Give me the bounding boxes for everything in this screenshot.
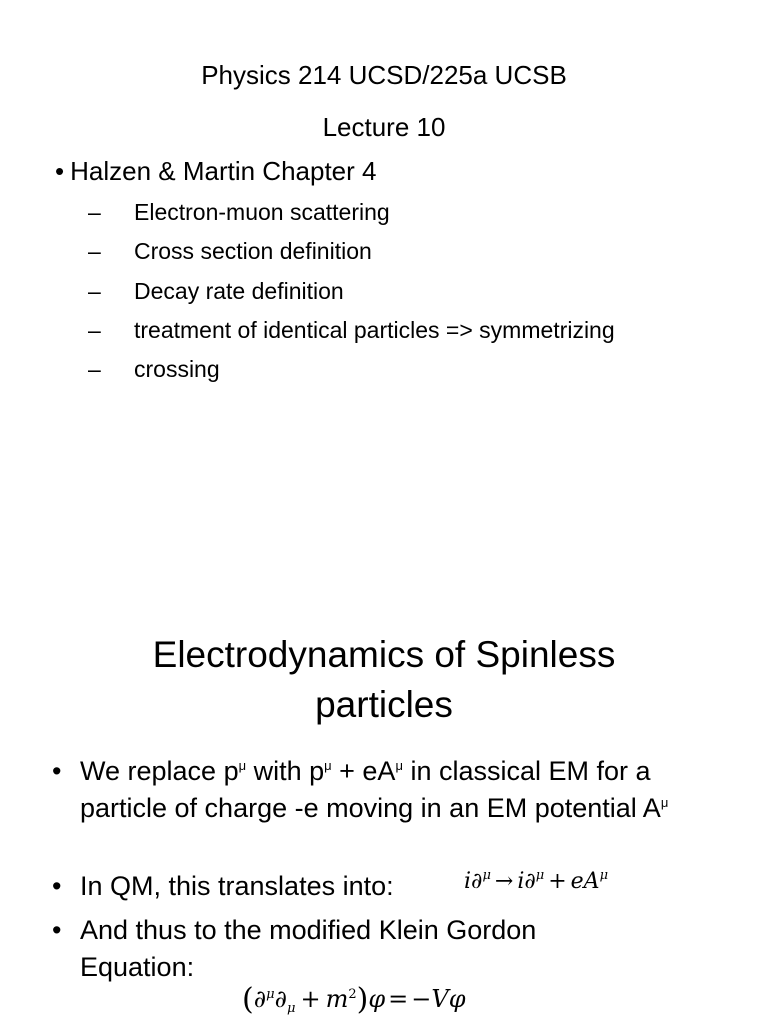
eq-superscript: 2 (348, 987, 357, 1002)
eq-superscript: μ (599, 868, 609, 883)
text-run: + eA (331, 756, 396, 786)
slide1-subitem (88, 316, 615, 344)
eq-symbol: φ (368, 985, 386, 1013)
eq-symbol: φ (448, 985, 466, 1013)
bullet-marker: • (52, 915, 62, 945)
eq-symbol: ∂ (253, 985, 267, 1013)
equation-klein-gordon (242, 982, 466, 1017)
dash-marker: – (88, 317, 101, 343)
text-run: We replace p (80, 756, 239, 786)
eq-operator: = (388, 985, 409, 1013)
superscript: μ (238, 758, 247, 773)
eq-symbol: i (464, 869, 472, 894)
dash-marker: – (88, 278, 101, 304)
slide1-subitem (88, 277, 344, 305)
slide2-title (0, 630, 768, 730)
bullet-marker: • (52, 756, 62, 786)
eq-arrow: → (494, 869, 514, 894)
superscript: μ (395, 758, 403, 773)
text-run: with p (246, 756, 325, 786)
bullet-marker: • (52, 871, 62, 901)
eq-superscript: μ (482, 868, 491, 883)
slide1-title-line1: Physics 214 UCSD/225a UCSB (201, 60, 567, 90)
eq-symbol: ∂ (274, 985, 288, 1013)
slide2-title-line2: particles (315, 684, 453, 725)
slide2-bullet-3 (52, 912, 742, 986)
slide2-bullet-3-text: And thus to the modified Klein Gordon Equation: (80, 915, 537, 982)
bullet-marker: • (55, 156, 65, 186)
dash-marker: – (88, 238, 101, 264)
slide1-subitem-text: treatment of identical particles => symmetrizing (134, 317, 615, 343)
slide-2 (0, 512, 768, 1024)
eq-subscript: μ (287, 1001, 296, 1016)
equation-substitution (464, 869, 608, 894)
slide1-subitem (88, 198, 390, 226)
slide1-subitem (88, 237, 372, 265)
eq-paren: ( (242, 982, 254, 1017)
eq-symbol: ∂ (471, 869, 483, 894)
slide2-title-line1: Electrodynamics of Spinless (152, 634, 616, 675)
slide1-subitem-text: Cross section definition (134, 238, 372, 264)
slide1-subitem-text: crossing (134, 356, 220, 382)
slide1-subitem-text: Decay rate definition (134, 278, 344, 304)
superscript: μ (324, 758, 332, 773)
slide1-bullet-text: Halzen & Martin Chapter 4 (70, 156, 377, 186)
eq-superscript: μ (535, 868, 545, 883)
slide1-subitem (88, 355, 220, 383)
eq-paren: ) (356, 982, 369, 1017)
dash-marker: – (88, 356, 101, 382)
superscript: μ (660, 795, 669, 810)
eq-operator: + (300, 985, 321, 1013)
slide2-bullet-1 (52, 753, 742, 827)
eq-operator: + (548, 869, 567, 894)
dash-marker: – (88, 199, 101, 225)
eq-symbol: i (517, 869, 525, 894)
eq-superscript: μ (266, 987, 275, 1002)
slide1-title-line2: Lecture 10 (322, 112, 446, 142)
slide2-bullet-2 (52, 868, 742, 905)
eq-symbol: ∂ (524, 869, 536, 894)
text-run: in classical EM for a particle of charge -e moving in an EM potential A (80, 756, 661, 823)
slide2-bullet-2-text: In QM, this translates into: (80, 871, 394, 901)
slide1-subitem-text: Electron-muon scattering (134, 199, 390, 225)
eq-symbol: eA (570, 869, 600, 894)
slide2-bullet-1-text (80, 753, 742, 827)
eq-symbol: −V (411, 985, 449, 1013)
slide1-bullet (55, 156, 376, 186)
eq-symbol: m (325, 985, 349, 1013)
